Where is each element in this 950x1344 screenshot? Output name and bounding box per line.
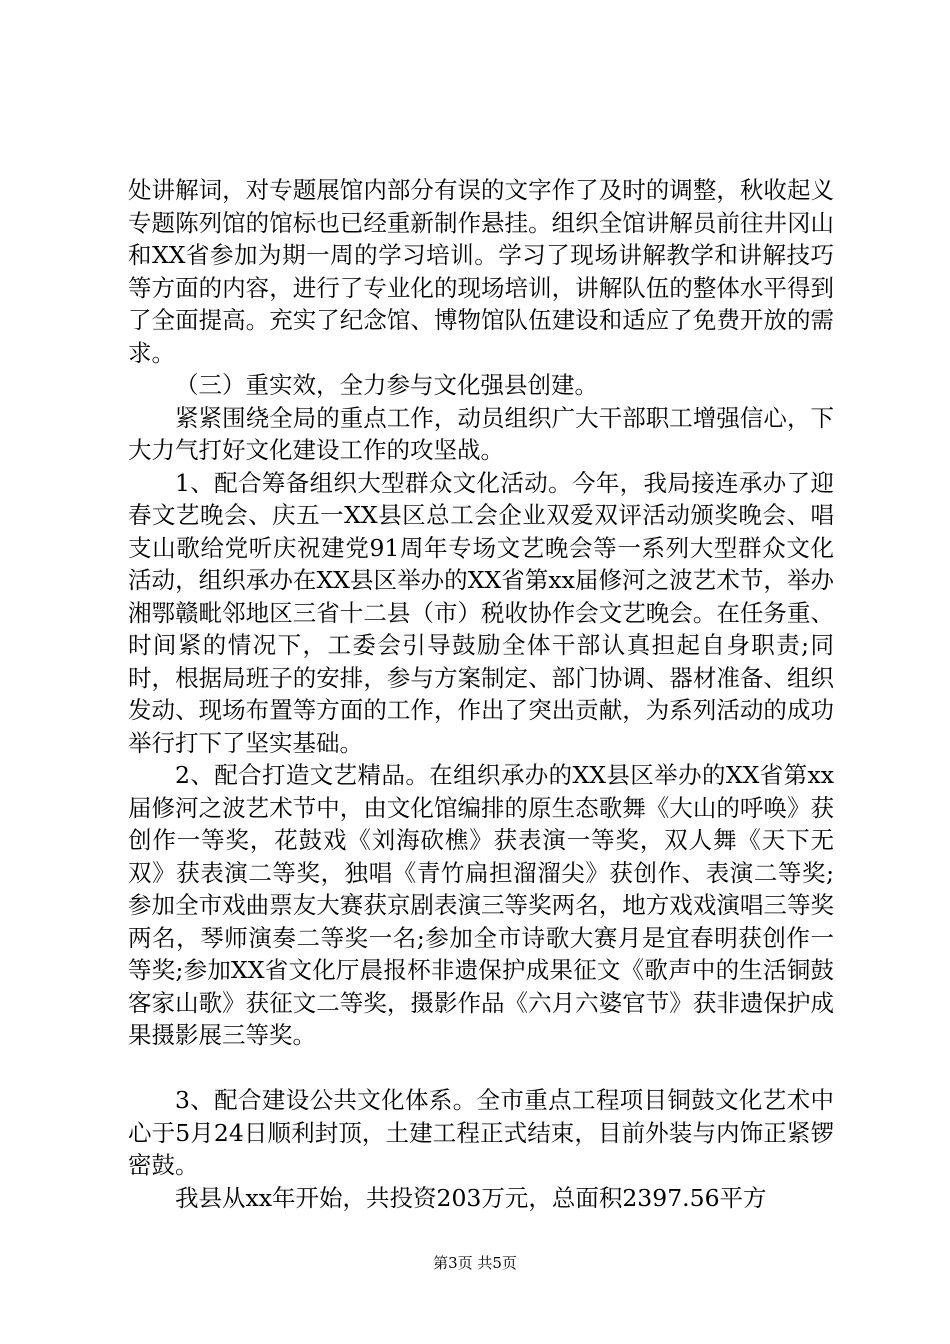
page-number-footer: 第3页 共5页: [433, 1254, 517, 1272]
paragraph-gap: [128, 1052, 834, 1085]
paragraph-mass-cultural-events: 1、配合筹备组织大型群众文化活动。今年，我局接连承办了迎春文艺晚会、庆五一XX县区总工会企业双爱双评活动颁奖晚会、唱支山歌给党听庆祝建党91周年专场文艺晚会等一系列大型群众文化活动，组织承办在XX县区举办的XX省第xx届修河之波艺术节，举办湘鄂赣毗邻地区三省十二县（市）税收协作会文艺晚会。在任务重、时间紧的情况下，工委会引导鼓励全体干部认真担起自身职责;同时，根据局班子的安排，参与方案制定、部门协调、器材准备、组织发动、现场布置等方面的工作，作出了突出贡献，为系列活动的成功举行打下了坚实基础。: [128, 468, 834, 757]
paragraph-exhibition-training: 处讲解词，对专题展馆内部分有误的文字作了及时的调整，秋收起义专题陈列馆的馆标也已经重新制作悬挂。组织全馆讲解员前往井冈山和XX省参加为期一周的学习培训。学习了现场讲解教学和讲解技巧等方面的内容，进行了专业化的现场培训，讲解队伍的整体水平得到了全面提高。充实了纪念馆、博物馆队伍建设和适应了免费开放的需求。: [128, 176, 834, 367]
paragraph-focus-work: 紧紧围绕全局的重点工作，动员组织广大干部职工增强信心，下大力气打好文化建设工作的攻坚战。: [128, 403, 834, 464]
paragraph-public-culture-system: 3、配合建设公共文化体系。全市重点工程项目铜鼓文化艺术中心于5月24日顺利封顶，土建工程正式结束，目前外装与内饰正紧锣密鼓。: [128, 1086, 834, 1179]
document-body: [128, 174, 834, 1214]
section-heading-three: （三）重实效，全力参与文化强县创建。: [175, 371, 598, 399]
paragraph-investment: 我县从xx年开始，共投资203万元，总面积2397.56平方: [175, 1183, 767, 1212]
paragraph-art-works: 2、配合打造文艺精品。在组织承办的XX县区举办的XX省第xx届修河之波艺术节中，由文化馆编排的原生态歌舞《大山的呼唤》获创作一等奖，花鼓戏《刘海砍樵》获表演一等奖，双人舞《天下无双》获表演二等奖，独唱《青竹扁担溜溜尖》获创作、表演二等奖;参加全市戏曲票友大赛获京剧表演三等奖两名，地方戏戏演唱三等奖两名，琴师演奏二等奖一名;参加全市诗歌大赛月是宜春明获创作一等奖;参加XX省文化厅晨报杯非遗保护成果征文《歌声中的生活铜鼓客家山歌》获征文二等奖，摄影作品《六月六婆官节》获非遗保护成果摄影展三等奖。: [128, 761, 834, 1049]
